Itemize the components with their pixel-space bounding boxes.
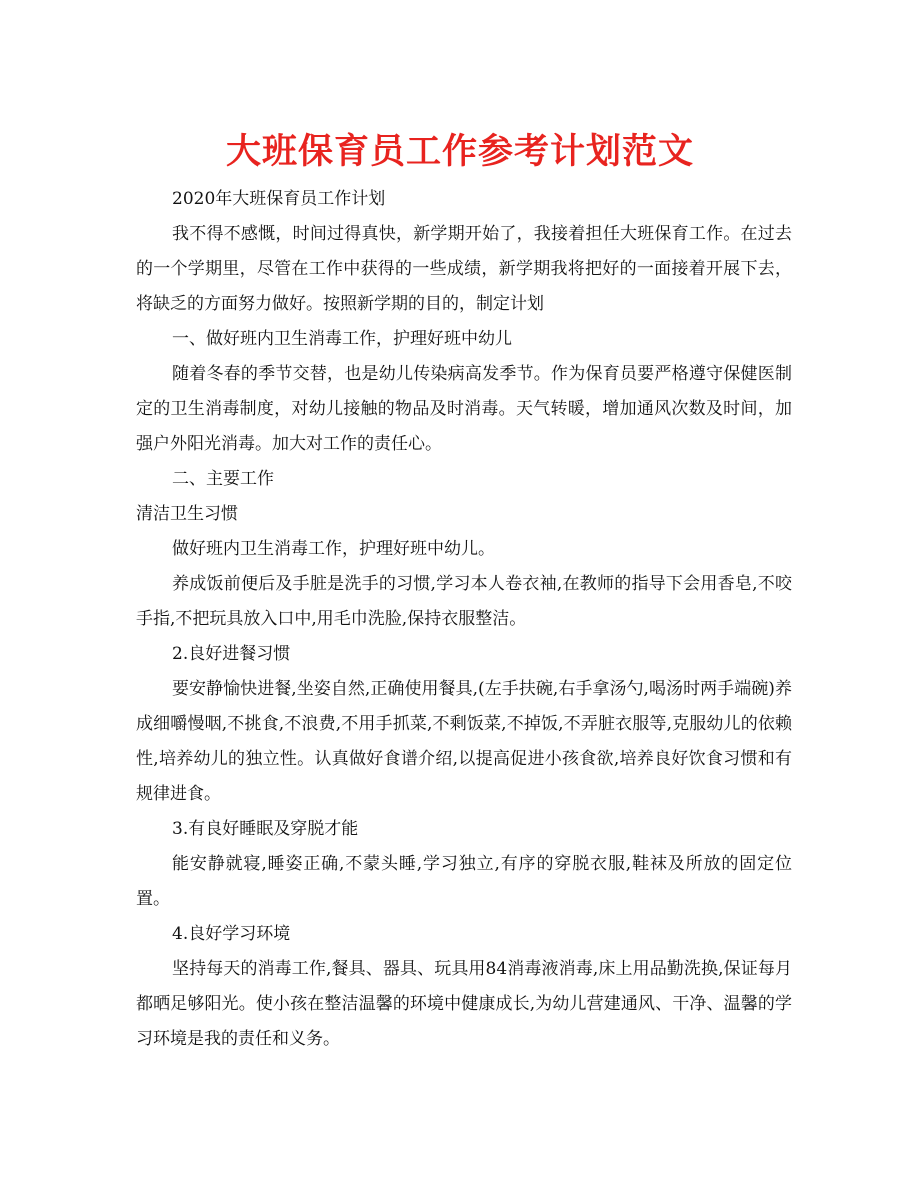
subheading-cleaning-habits: 清洁卫生习惯 [136, 504, 238, 524]
subheading-sleep-dressing: 3.有良好睡眠及穿脱才能 [172, 819, 359, 839]
subtitle-paragraph: 2020年大班保育员工作计划 [172, 189, 386, 209]
sleep-dressing-paragraph: 能安静就寝,睡姿正确,不蒙头睡,学习独立,有序的穿脱衣服,鞋袜及所放的固定位置。 [136, 854, 792, 909]
cleaning-intro-paragraph: 做好班内卫生消毒工作，护理好班中幼儿。 [172, 539, 495, 559]
subheading-eating-habits: 2.良好进餐习惯 [172, 644, 291, 664]
subheading-learning-environment: 4.良好学习环境 [172, 924, 291, 944]
eating-habits-paragraph: 要安静愉快进餐,坐姿自然,正确使用餐具,(左手扶碗,右手拿汤勺,喝汤时两手端碗)养成细嚼慢咽,不挑食,不浪费,不用手抓菜,不剩饭菜,不掉饭,不弄脏衣服等,克服幼儿的依赖性,培养幼儿的独立性。认真做好食谱介绍,以提高促进小孩食欲,培养良好饮食习惯和有规律进食。 [136, 679, 792, 804]
intro-paragraph: 我不得不感慨，时间过得真快，新学期开始了，我接着担任大班保育工作。在过去的一个学期里，尽管在工作中获得的一些成绩，新学期我将把好的一面接着开展下去，将缺乏的方面努力做好。按照新学期的目的，制定计划 [136, 224, 792, 314]
document-body [136, 182, 792, 1057]
cleaning-habits-paragraph: 养成饭前便后及手脏是洗手的习惯,学习本人卷衣袖,在教师的指导下会用香皂,不咬手指,不把玩具放入口中,用毛巾洗脸,保持衣服整洁。 [136, 574, 792, 629]
section-heading-1: 一、做好班内卫生消毒工作，护理好班中幼儿 [172, 329, 512, 349]
document-title: 大班保育员工作参考计划范文 [225, 132, 694, 172]
learning-environment-paragraph: 坚持每天的消毒工作,餐具、器具、玩具用84消毒液消毒,床上用品勤洗换,保证每月都晒足够阳光。使小孩在整洁温馨的环境中健康成长,为幼儿营建通风、干净、温馨的学习环境是我的责任和义务。 [136, 959, 792, 1049]
section-1-paragraph: 随着冬春的季节交替，也是幼儿传染病高发季节。作为保育员要严格遵守保健医制定的卫生消毒制度，对幼儿接触的物品及时消毒。天气转暖，增加通风次数及时间，加强户外阳光消毒。加大对工作的责任心。 [136, 364, 792, 454]
section-heading-2: 二、主要工作 [172, 469, 274, 489]
